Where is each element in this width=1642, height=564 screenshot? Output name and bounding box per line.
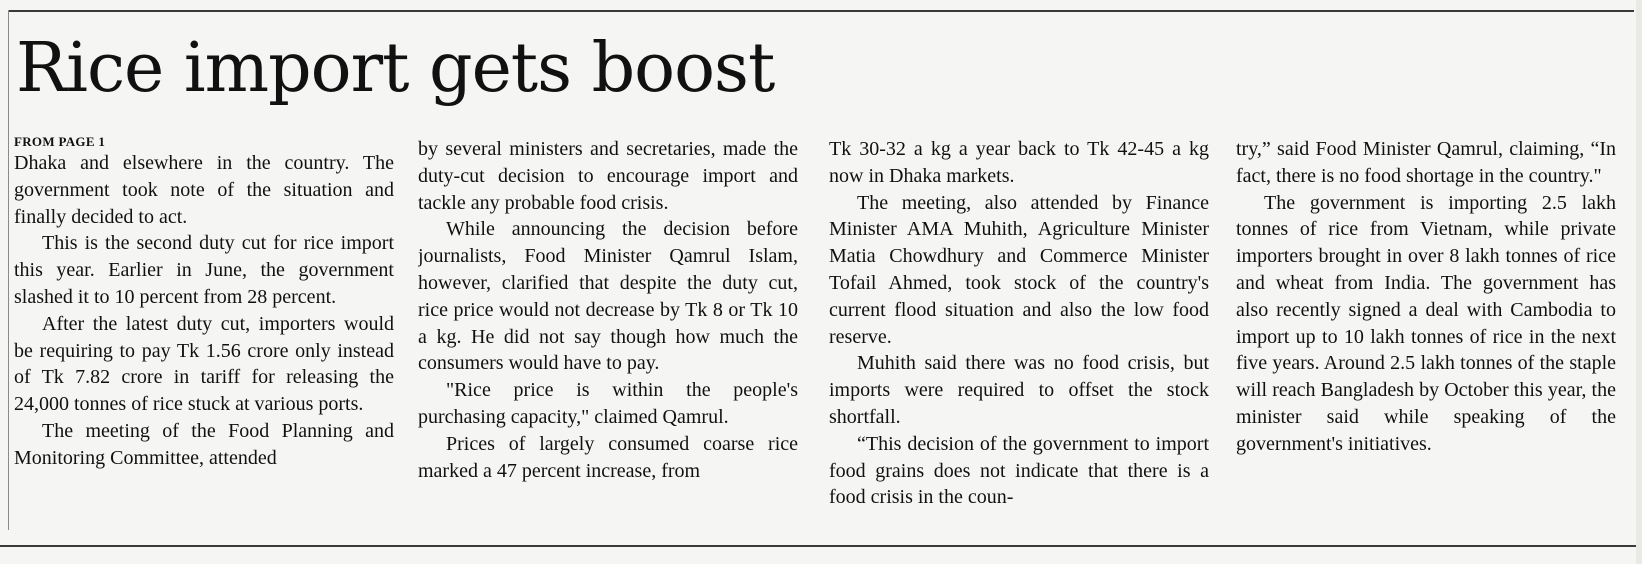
right-edge	[1636, 0, 1642, 564]
paragraph: Prices of largely consumed coarse rice marked a 47 percent increase, from	[418, 432, 798, 482]
paragraph: This is the second duty cut for rice import this year. Earlier in June, the government slashed it to 10 percent from 28 percent.	[14, 232, 394, 308]
top-rule	[8, 10, 1634, 12]
kicker: FROM PAGE 1	[14, 134, 106, 149]
article-column-4	[1236, 136, 1616, 536]
paragraph: Muhith said there was no food crisis, but imports were required to offset the stock shortfall.	[829, 352, 1209, 428]
paragraph: The government is importing 2.5 lakh tonnes of rice from Vietnam, while private importers brought in over 8 lakh tonnes of rice and wheat from India. The government has also recently signed a deal with Cambodia to import up to 10 lakh tonnes of rice in the next five years. Around 2.5 lakh tonnes of the staple will reach Bangladesh by October this year, the minister said while speaking of the government's initiatives.	[1236, 191, 1616, 455]
left-rule	[8, 10, 9, 530]
paragraph: by several ministers and secretaries, made the duty-cut decision to encourage import and tackle any probable food crisis.	[418, 138, 798, 214]
bottom-rule	[0, 545, 1642, 547]
headline: Rice import gets boost	[16, 29, 775, 108]
paragraph: After the latest duty cut, importers would be requiring to pay Tk 1.56 crore only instead of Tk 7.82 crore in tariff for releasing the 24,000 tonnes of rice stuck at various ports.	[14, 312, 394, 416]
paragraph: The meeting of the Food Planning and Monitoring Committee, attended	[14, 419, 394, 469]
paragraph: "Rice price is within the people's purchasing capacity," claimed Qamrul.	[418, 379, 798, 428]
article-column-3	[829, 136, 1209, 536]
paragraph: Dhaka and elsewhere in the country. The government took note of the situation and finally decided to act.	[14, 152, 394, 228]
paragraph: The meeting, also attended by Finance Minister AMA Muhith, Agriculture Minister Matia Chowdhury and Commerce Minister Tofail Ahmed, took stock of the country's current flood situation and also the low food reserve.	[829, 191, 1209, 348]
article-column-2	[418, 136, 798, 536]
paragraph: While announcing the decision before journalists, Food Minister Qamrul Islam, however, clarified that despite the duty cut, rice price would not decrease by Tk 8 or Tk 10 a kg. He did not say though how much the consumers would have to pay.	[418, 218, 798, 375]
paragraph: try,” said Food Minister Qamrul, claiming, “In fact, there is no food shortage in the country."	[1236, 138, 1616, 187]
article-column-1	[14, 134, 394, 534]
paragraph: “This decision of the government to import food grains does not indicate that there is a food crisis in the coun-	[829, 432, 1209, 509]
paragraph: Tk 30-32 a kg a year back to Tk 42-45 a kg now in Dhaka markets.	[829, 138, 1209, 187]
